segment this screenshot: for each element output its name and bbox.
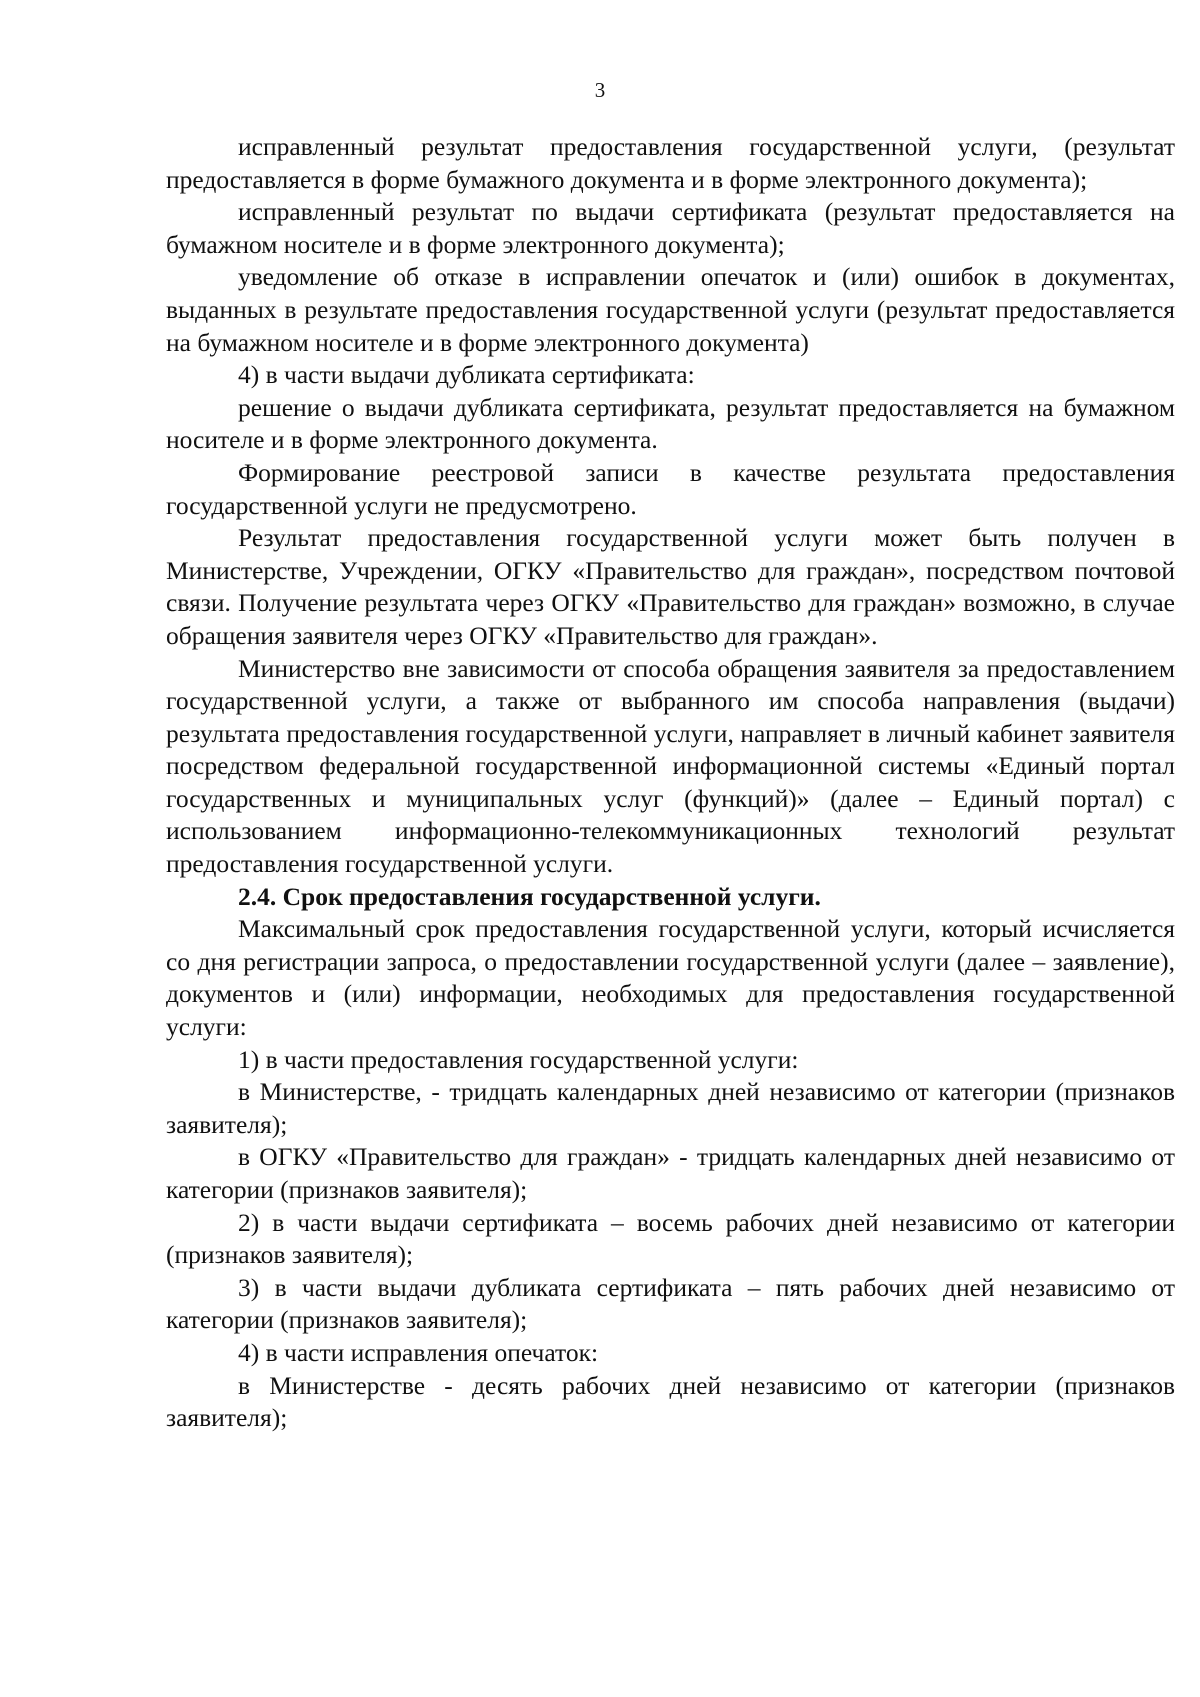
paragraph-registry-record: Формирование реестровой записи в качестве результата предоставления государственной услуги не предусмотрено.	[166, 457, 1175, 520]
paragraph-result-receipt: Результат предоставления государственной услуги может быть получен в Министерстве, Учреждении, ОГКУ «Правительство для граждан», посредством почтовой связи. Получение результата через ОГКУ «Правительство для граждан» возможно, в случае обращения заявителя через ОГКУ «Правительство для граждан».	[166, 523, 1175, 650]
document-body	[166, 131, 1175, 1435]
paragraph-ministry-10-days: в Министерстве - десять рабочих дней независимо от категории (признаков заявителя);	[166, 1370, 1175, 1433]
section-heading-2-4: 2.4. Срок предоставления государственной услуги.	[238, 881, 821, 911]
paragraph-refusal-notice: уведомление об отказе в исправлении опечаток и (или) ошибок в документах, выданных в результате предоставления государственной услуги (результат предоставляется на бумажном носителе и в форме электронного документа)	[166, 262, 1175, 357]
paragraph-item-1: 1) в части предоставления государственной услуги:	[238, 1044, 799, 1074]
paragraph-ministry-sends: Министерство вне зависимости от способа обращения заявителя за предоставлением государственной услуги, а также от выбранного им способа направления (выдачи) результата предоставления государственной услуги, направляет в личный кабинет заявителя посредством федеральной государственной информационной системы «Единый портал государственных и муниципальных услуг (функций)» (далее – Единый портал) с использованием информационно-телекоммуникационных технологий результат предоставления государственной услуги.	[166, 653, 1175, 879]
paragraph-ministry-30-days: в Министерстве, - тридцать календарных дней независимо от категории (признаков заявителя);	[166, 1077, 1175, 1139]
paragraph-item-2: 2) в части выдачи сертификата – восемь рабочих дней независимо от категории (признаков заявителя);	[166, 1207, 1175, 1270]
paragraph-corrected-certificate: исправленный результат по выдачи сертификата (результат предоставляется на бумажном носителе и в форме электронного документа);	[166, 197, 1175, 259]
paragraph-ogku-30-days: в ОГКУ «Правительство для граждан» - тридцать календарных дней независимо от категории (признаков заявителя);	[166, 1142, 1175, 1204]
paragraph-max-term: Максимальный срок предоставления государственной услуги, который исчисляется со дня регистрации запроса, о предоставлении государственной услуги (далее – заявление), документов и (или) информации, необходимых для предоставления государственной услуги:	[166, 914, 1175, 1042]
paragraph-duplicate-item: 4) в части выдачи дубликата сертификата:	[238, 360, 695, 390]
paragraph-duplicate-decision: решение о выдачи дубликата сертификата, результат предоставляется на бумажном носителе и в форме электронного документа.	[166, 392, 1175, 455]
paragraph-item-3: 3) в части выдачи дубликата сертификата – пять рабочих дней независимо от категории (признаков заявителя);	[166, 1272, 1175, 1335]
paragraph-corrected-result: исправленный результат предоставления государственной услуги, (результат предоставляется в форме бумажного документа и в форме электронного документа);	[166, 132, 1175, 194]
paragraph-item-4: 4) в части исправления опечаток:	[238, 1337, 599, 1367]
page-number: 3	[594, 78, 606, 102]
